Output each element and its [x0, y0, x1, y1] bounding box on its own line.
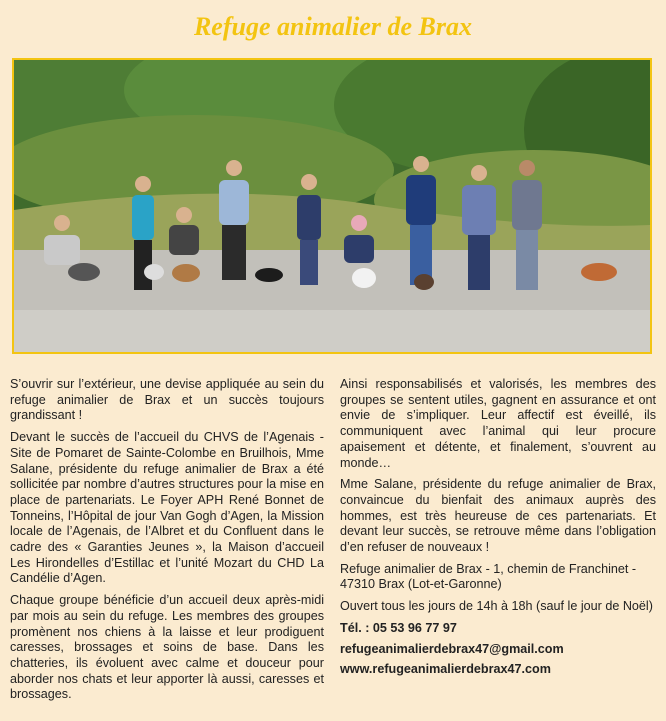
- group-photo: [12, 58, 652, 354]
- opening-hours: Ouvert tous les jours de 14h à 18h (sauf le jour de Noël): [340, 599, 653, 614]
- contact-email-link[interactable]: refugeanimalierdebrax47@gmail.com: [340, 641, 564, 656]
- contact-phone: Tél. : 05 53 96 77 97: [340, 620, 457, 635]
- left-column: [10, 377, 324, 703]
- article-title: Refuge animalier de Brax: [193, 12, 473, 41]
- right-column: [340, 377, 656, 678]
- paragraph: Chaque groupe bénéficie d’un accueil deux après-midi par mois au sein du refuge. Les membres des groupes promènent nos chiens à la laisse et leur prodiguent caresses, brossages et soins de base. Dans les chatteries, ils évoluent avec calme et douceur pour aborder nos chats et leur apporter là aussi, caresses et brossages.: [10, 593, 324, 702]
- paragraph: Mme Salane, présidente du refuge animalier de Brax, convaincue du bienfait des animaux auprès des hommes, est très heureuse de ces partenariats. Et devant leur succès, se retrouve même dans l’obligation d’en refuser de nouveaux !: [340, 477, 656, 555]
- paragraph: Devant le succès de l’accueil du CHVS de l’Agenais - Site de Pomaret de Sainte-Colombe en Bruilhois, Mme Salane, présidente du refuge animalier de Brax a été sollicitée par nombre d’autres structures pour la mise en place de partenariats. Le Foyer APH René Bonnet de Tonneins, l’Hôpital de jour Van Gogh d’Agen, la Mission locale de l’Agenais, de l’Albret et du Confluent dans le cadre des « Garanties Jeunes », la Maison d’accueil Les Hirondelles d’Estillac et l’unité Mozart du CHD La Candélie d’Agen.: [10, 430, 324, 586]
- paragraph: Ainsi responsabilisés et valorisés, les membres des groupes se sentent utiles, gagnent en assurance et ont envie de s’impliquer. Leur affectif est éveillé, ils communiquent avec l’animal qui leur procure apaisement et détente, et finalement, s’ouvrent au monde…: [340, 377, 656, 470]
- paragraph: S’ouvrir sur l’extérieur, une devise appliquée au sein du refuge animalier de Brax et un succès toujours grandissant !: [10, 377, 324, 423]
- contact-address: Refuge animalier de Brax - 1, chemin de Franchinet - 47310 Brax (Lot-et-Garonne): [340, 561, 637, 592]
- website-link[interactable]: www.refugeanimalierdebrax47.com: [340, 662, 551, 677]
